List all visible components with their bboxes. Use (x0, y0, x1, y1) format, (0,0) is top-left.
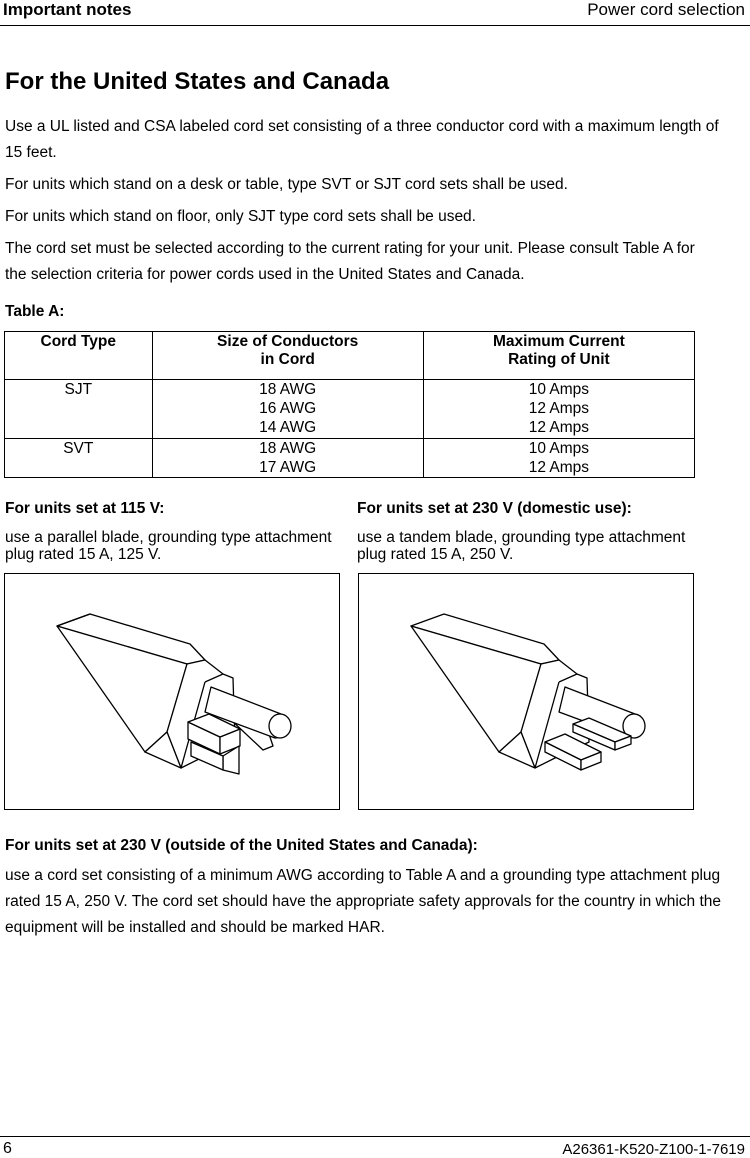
plug-230v-domestic-heading: For units set at 230 V (domestic use): (357, 500, 632, 517)
cell-cord-type: SVT (5, 439, 153, 478)
plug-115v-section (5, 500, 345, 563)
table-row (5, 380, 695, 439)
header-rule (0, 25, 750, 26)
paragraph-desk-units: For units which stand on a desk or table, type SVT or SJT cord sets shall be used. (5, 176, 568, 193)
table-row (5, 439, 695, 478)
cell-current-ratings: 10 Amps 12 Amps 12 Amps (423, 380, 694, 439)
header-cord-type-text: Cord Type (40, 333, 117, 350)
header-conductor-size (152, 332, 423, 380)
document-id: A26361-K520-Z100-1-7619 (562, 1141, 745, 1158)
outside-us-text: use a cord set consisting of a minimum AWG according to Table A and a grounding type attachment plug rated 15 A, 250 V. The cord set should have the appropriate safety approvals for the country in which the equipment will be installed and should be marked HAR. (5, 867, 722, 936)
page-title: For the United States and Canada (5, 68, 390, 95)
footer-rule (0, 1136, 750, 1137)
header-cord-type (5, 332, 153, 380)
paragraph-floor-units: For units which stand on floor, only SJT type cord sets shall be used. (5, 208, 476, 225)
cell-conductor-sizes: 18 AWG 17 AWG (152, 439, 423, 478)
cell-conductor-sizes: 18 AWG 16 AWG 14 AWG (152, 380, 423, 439)
parallel-blade-plug-illustration (5, 574, 341, 811)
header-conductor-size-text: Size of Conductors in Cord (217, 333, 359, 368)
header-max-current (423, 332, 694, 380)
parallel-blade-plug-figure (4, 573, 340, 810)
header-max-current-text: Maximum Current Rating of Unit (493, 333, 625, 368)
tandem-blade-plug-illustration (359, 574, 695, 811)
paragraph-selection: The cord set must be selected according to the current rating for your unit. Please consult Table A for the selection criteria for power cords used in the United States and Canada. (5, 240, 695, 283)
plug-115v-heading: For units set at 115 V: (5, 500, 165, 517)
page-number: 6 (3, 1140, 12, 1157)
running-header-section: Important notes (3, 0, 132, 19)
plug-115v-text: use a parallel blade, grounding type attachment plug rated 15 A, 125 V. (5, 529, 332, 563)
cell-current-ratings: 10 Amps 12 Amps (423, 439, 694, 478)
cord-spec-table (4, 331, 695, 478)
cell-cord-type: SJT (5, 380, 153, 439)
table-header-row (5, 332, 695, 380)
paragraph-cord-set: Use a UL listed and CSA labeled cord set consisting of a three conductor cord with a maximum length of 15 feet. (5, 118, 719, 161)
tandem-blade-plug-figure (358, 573, 694, 810)
plug-230v-domestic-section (357, 500, 697, 563)
running-header-topic: Power cord selection (587, 0, 745, 19)
plug-230v-domestic-text: use a tandem blade, grounding type attachment plug rated 15 A, 250 V. (357, 529, 686, 563)
table-title: Table A: (5, 303, 65, 320)
outside-us-heading: For units set at 230 V (outside of the United States and Canada): (5, 837, 478, 854)
